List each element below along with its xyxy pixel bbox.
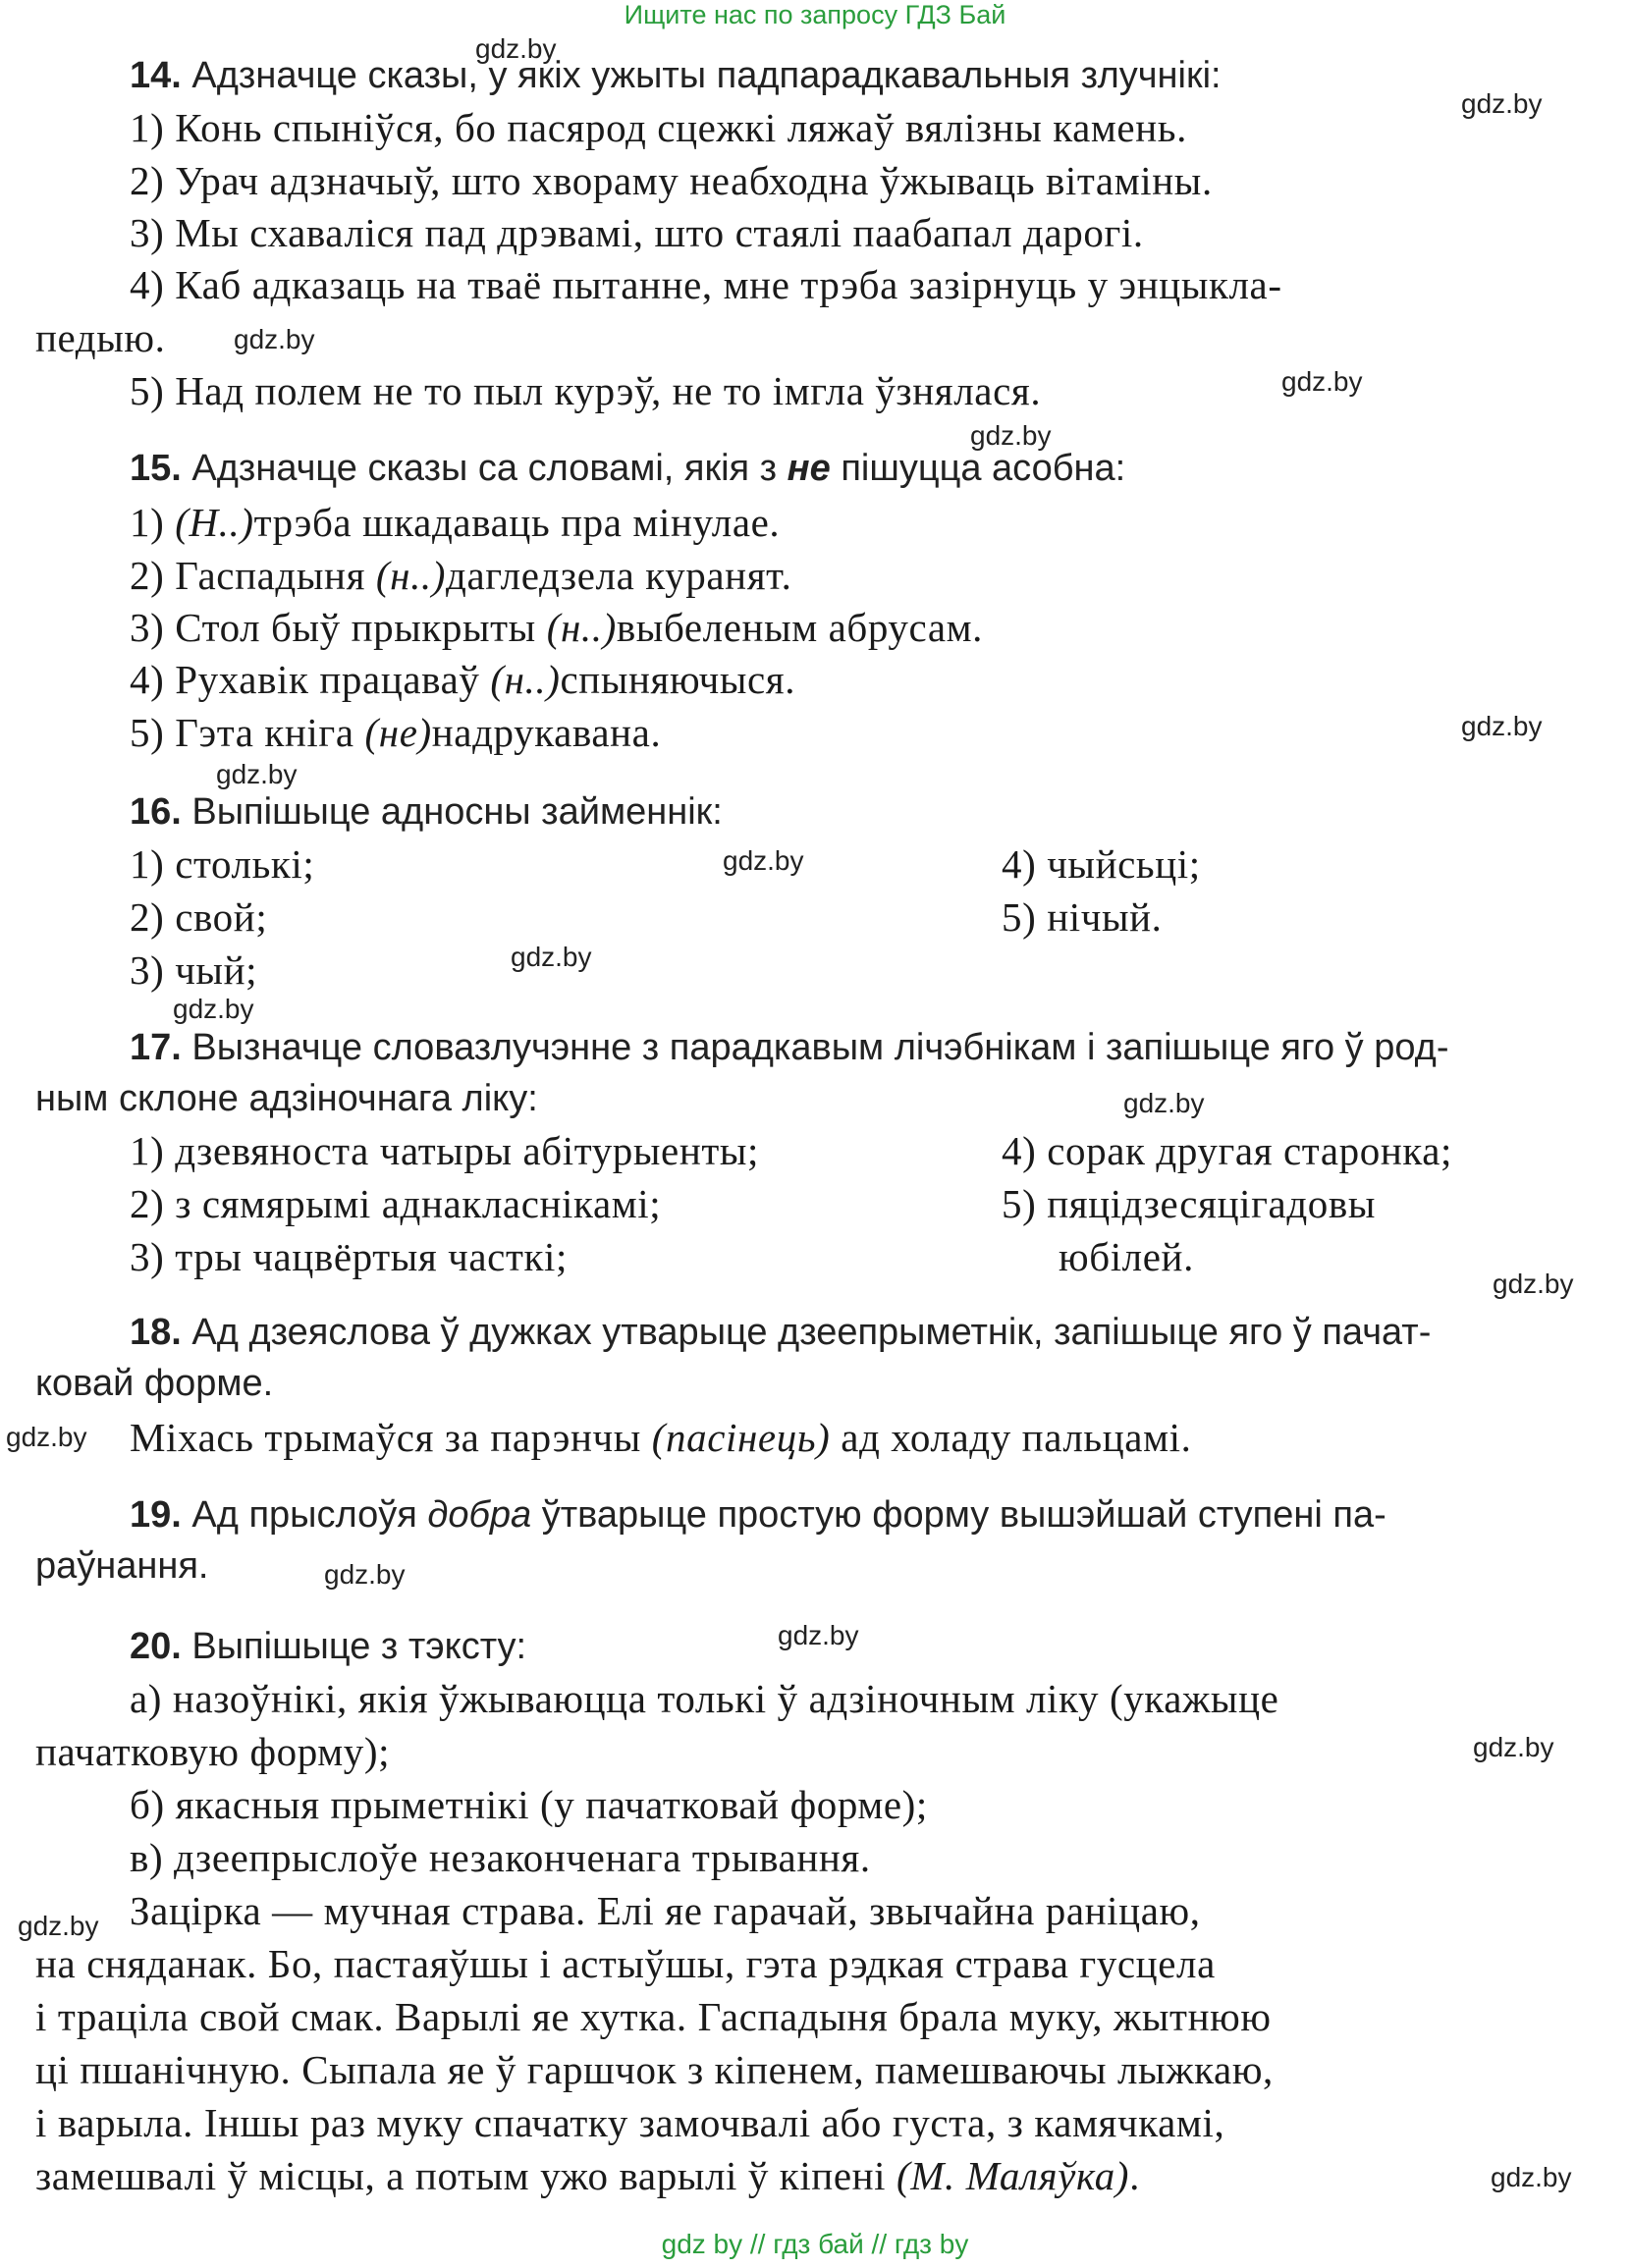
question-19-prompt: 19. Ад прыслоўя добра ўтварыце простую форму вышэйшай ступені па- <box>130 1494 1386 1536</box>
q20-task-c: в) дзеепрыслоўе незаконченага трывання. <box>130 1835 871 1880</box>
watermark: gdz.by <box>511 942 592 972</box>
passage-line: Зацірка — мучная страва. Елі яе гарачай, звычайна раніцаю, <box>130 1888 1201 1933</box>
q15-option-5: 5) Гэта кніга (не)надрукавана. <box>130 710 662 755</box>
watermark: gdz.by <box>1491 2162 1572 2192</box>
passage-line: і траціла свой смак. Варылі яе хутка. Гаспадыня брала муку, жытнюю <box>35 1994 1272 2039</box>
q16-option-2: 2) свой; <box>130 894 268 940</box>
q17-option-4: 4) сорак другая старонка; <box>1002 1128 1453 1173</box>
page-header: Ищите нас по запросу ГДЗ Бай <box>624 0 1006 29</box>
question-17-prompt-cont: ным склоне адзіночнага ліку: <box>35 1078 538 1119</box>
q15-option-2: 2) Гаспадыня (н..)дагледзела куранят. <box>130 553 792 598</box>
watermark: gdz.by <box>1123 1088 1205 1118</box>
q14-option-5: 5) Над полем не то пыл курэў, не то імгла ўзнялася. <box>130 368 1042 413</box>
q20-task-a: а) назоўнікі, якія ўжываюцца толькі ў адзіночным ліку (укажыце <box>130 1676 1279 1721</box>
passage-line-last: замешвалі ў місцы, а потым ужо варылі ў кіпені (М. Маляўка). <box>35 2153 1140 2198</box>
watermark: gdz.by <box>1461 88 1543 119</box>
watermark: gdz.by <box>1473 1732 1554 1762</box>
watermark: gdz.by <box>1461 711 1543 741</box>
watermark: gdz.by <box>18 1911 99 1941</box>
question-16-prompt: 16. Выпішыце адносны займеннік: <box>130 791 723 833</box>
watermark: gdz.by <box>216 759 298 789</box>
watermark: gdz.by <box>475 33 557 64</box>
passage-line: і варыла. Іншы раз муку спачатку замочвалі або густа, з камячкамі, <box>35 2100 1225 2145</box>
q16-option-4: 4) чыйсьці; <box>1002 841 1201 887</box>
q15-option-3: 3) Стол быў прыкрыты (н..)выбеленым абрусам. <box>130 605 984 650</box>
watermark: gdz.by <box>723 845 804 876</box>
q17-option-3: 3) тры чацвёртыя часткі; <box>130 1234 569 1279</box>
question-18-prompt: 18. Ад дзеяслова ў дужках утварыце дзеепрыметнік, запішыце яго ў пачат- <box>130 1312 1432 1353</box>
watermark: gdz.by <box>1281 366 1363 397</box>
question-18-prompt-cont: ковай форме. <box>35 1363 274 1404</box>
q20-task-b: б) якасныя прыметнікі (у пачатковай форме); <box>130 1782 928 1827</box>
watermark: gdz.by <box>778 1620 859 1650</box>
watermark: gdz.by <box>970 420 1052 451</box>
q20-task-a-cont: пачатковую форму); <box>35 1729 391 1774</box>
q14-option-4: 4) Каб адказаць на тваё пытанне, мне трэба зазірнуць у энцыкла- <box>130 262 1282 307</box>
question-17-prompt: 17. Вызначце словазлучэнне з парадкавым лічэбнікам і запішыце яго ў род- <box>130 1027 1449 1068</box>
watermark: gdz.by <box>1493 1269 1574 1299</box>
q17-option-5-cont: юбілей. <box>1059 1234 1194 1279</box>
q16-option-3: 3) чый; <box>130 947 258 993</box>
q17-option-1: 1) дзевяноста чатыры абітурыенты; <box>130 1128 760 1173</box>
q17-option-5: 5) пяцідзесяцігадовы <box>1002 1181 1376 1226</box>
q17-option-2: 2) з сямярымі аднакласнікамі; <box>130 1181 662 1226</box>
page-footer: gdz by // гдз бай // гдз by <box>661 2229 969 2259</box>
passage-line: ці пшанічную. Сыпала яе ў гаршчок з кіпенем, памешваючы лыжкаю, <box>35 2047 1274 2092</box>
passage-line: на сняданак. Бо, пастаяўшы і астыўшы, гэта рэдкая страва гусцела <box>35 1941 1216 1986</box>
q14-option-3: 3) Мы схаваліся пад дрэвамі, што стаялі паабапал дарогі. <box>130 210 1144 255</box>
question-15-prompt: 15. Адзначце сказы са словамі, якія з не пішуцца асобна: <box>130 448 1126 489</box>
q14-option-2: 2) Урач адзначыў, што хвораму неабходна ўжываць вітаміны. <box>130 158 1213 203</box>
q16-option-5: 5) нічый. <box>1002 894 1163 940</box>
question-19-prompt-cont: раўнання. <box>35 1545 209 1587</box>
question-20-prompt: 20. Выпішыце з тэксту: <box>130 1626 527 1667</box>
passage-author: (М. Маляўка) <box>896 2153 1130 2198</box>
q18-sentence: Міхась трымаўся за парэнчы (пасінець) ад холаду пальцамі. <box>130 1415 1192 1460</box>
watermark: gdz.by <box>173 994 254 1024</box>
watermark: gdz.by <box>324 1559 406 1590</box>
question-14-prompt: 14. Адзначце сказы, у якіх ужыты падпарадкавальныя злучнікі: <box>130 55 1222 96</box>
watermark: gdz.by <box>234 324 315 354</box>
q15-option-4: 4) Рухавік працаваў (н..)спыняючыся. <box>130 657 796 702</box>
q16-option-1: 1) столькі; <box>130 841 315 887</box>
watermark: gdz.by <box>6 1422 87 1452</box>
q14-option-4-cont: педыю. <box>35 315 166 360</box>
q14-option-1: 1) Конь спыніўся, бо пасярод сцежкі ляжаў вялізны камень. <box>130 105 1187 150</box>
q15-option-1: 1) (Н..)трэба шкадаваць пра мінулае. <box>130 500 781 545</box>
